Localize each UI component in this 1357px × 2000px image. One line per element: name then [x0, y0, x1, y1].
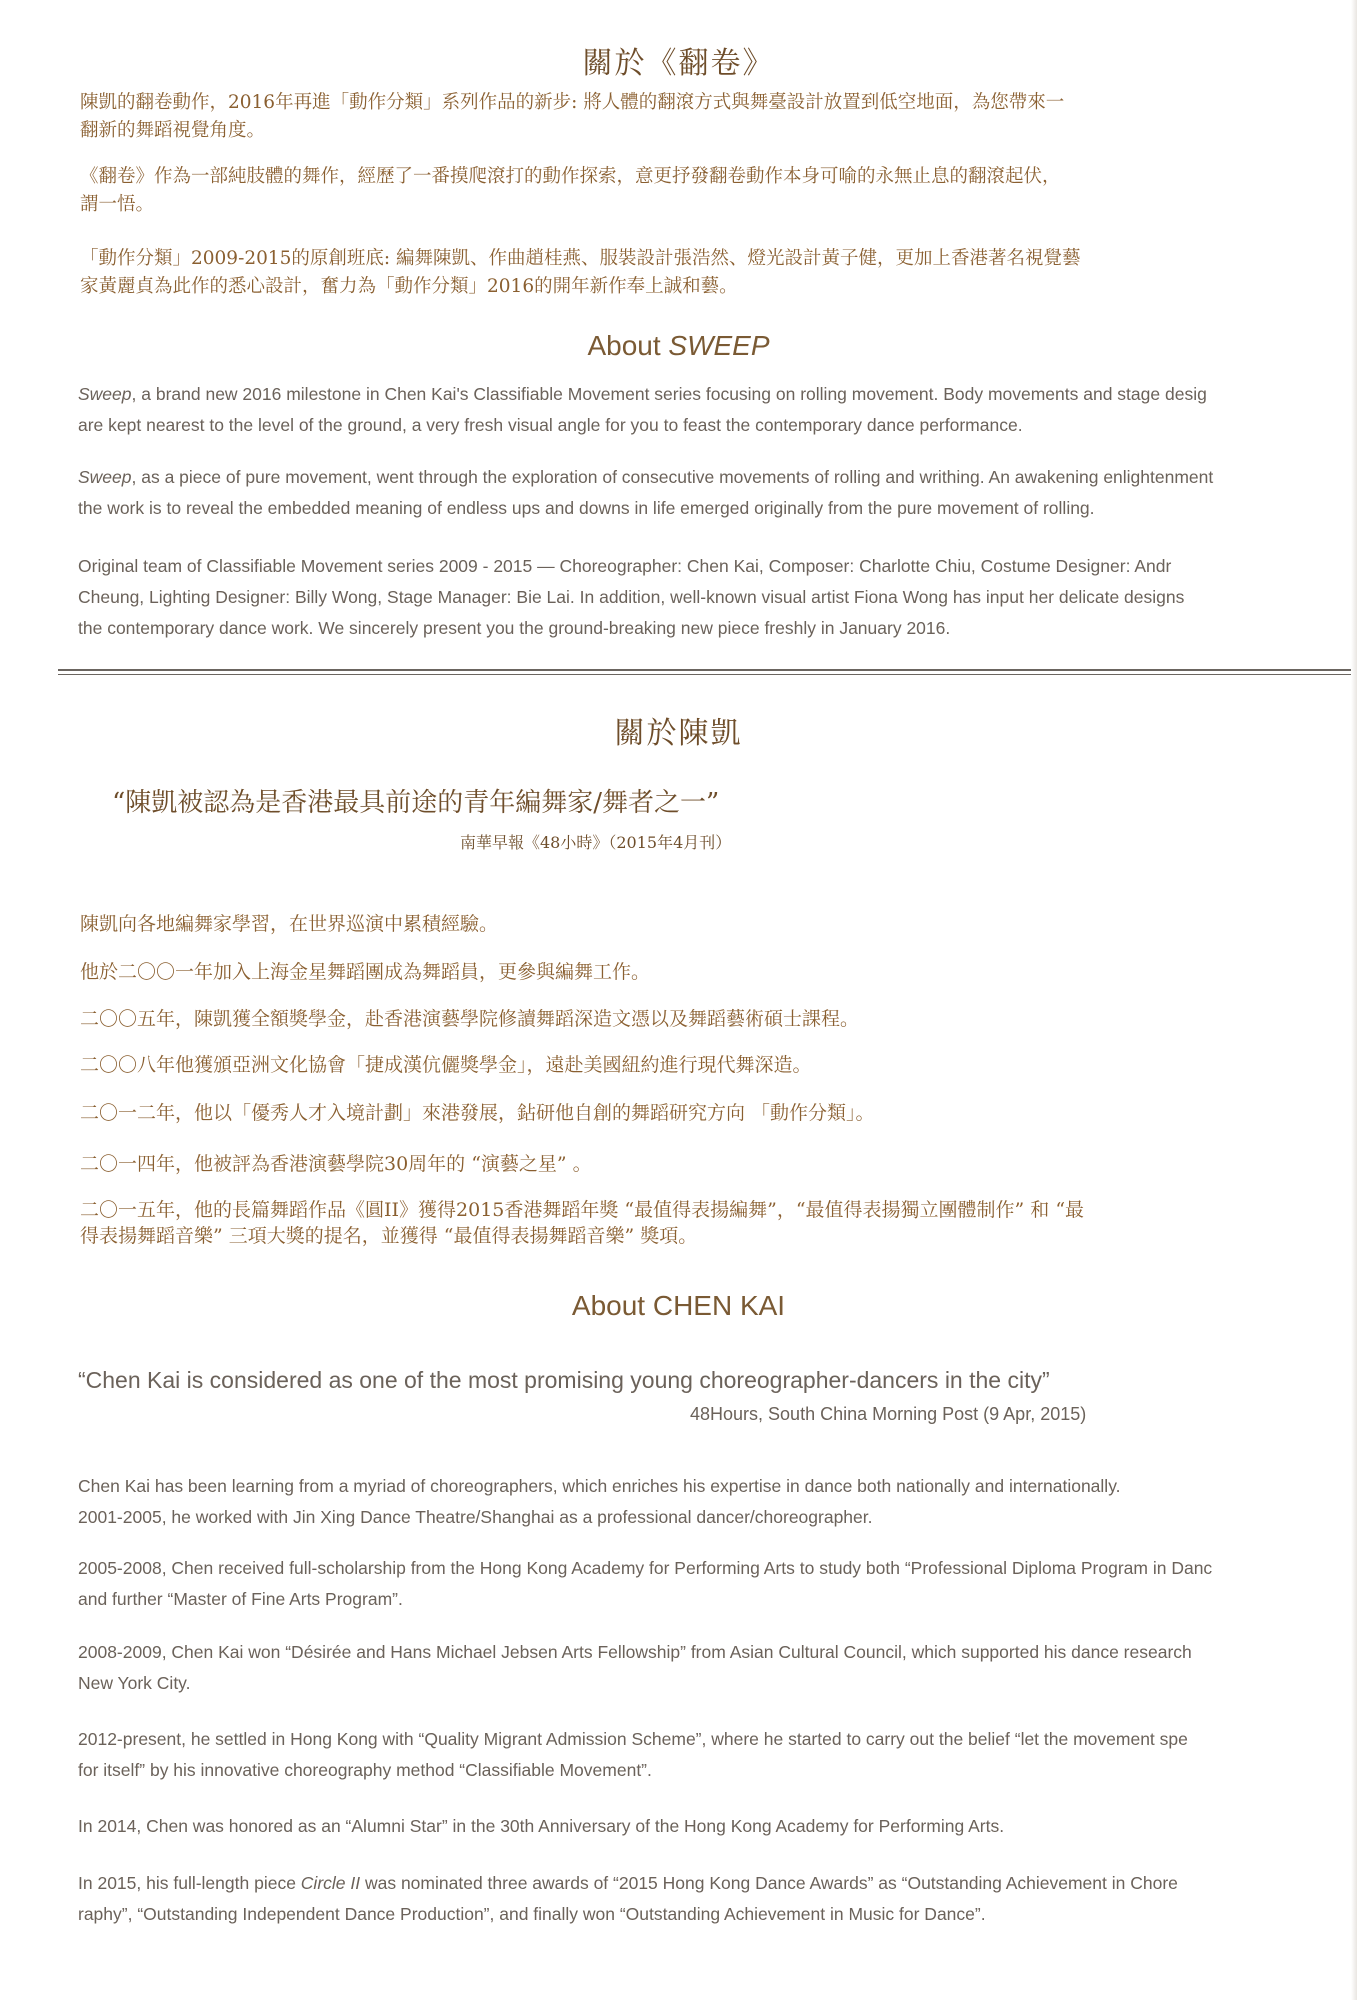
text-line: 家黃麗貞為此作的悉心設計，奮力為「動作分類」2016的開年新作奉上誠和藝。: [80, 276, 738, 297]
chenkai-en-quote: “Chen Kai is considered as one of the most promising young choreographer-dancers in the city”: [78, 1367, 1050, 1393]
title-prefix: About: [587, 330, 669, 361]
chenkai-zh-line: 他於二〇〇一年加入上海金星舞蹈團成為舞蹈員，更參與編舞工作。: [80, 961, 651, 983]
text-line: 謂一悟。: [80, 194, 155, 215]
text-line: 2008-2009, Chen Kai won “Désirée and Hans Michael Jebsen Arts Fellowship” from Asian Cultural Council, which supported his dance research: [78, 1642, 1192, 1662]
sweep-en-title: [0, 330, 1357, 362]
text-line: In 2014, Chen was honored as an “Alumni Star” in the 30th Anniversary of the Hong Kong Academy for Performing Arts.: [78, 1816, 1005, 1836]
text-line: 2005-2008, Chen received full-scholarship from the Hong Kong Academy for Performing Arts to study both “Professional Diploma Program in Danc: [78, 1558, 1213, 1578]
chenkai-en-paragraph-1: [78, 1471, 1357, 1533]
chenkai-en-quote-source: 48Hours, South China Morning Post (9 Apr, 2015): [690, 1404, 1087, 1424]
sweep-en-paragraph-2: [78, 462, 1357, 524]
work-title: Sweep: [78, 467, 132, 487]
section-divider: [58, 669, 1357, 675]
text-line: the contemporary dance work. We sincerely present you the ground-breaking new piece freshly in January 2016.: [78, 618, 951, 638]
chenkai-en-paragraph-2: [78, 1553, 1357, 1615]
chenkai-zh-line: 得表揚舞蹈音樂” 三項大獎的提名，並獲得 “最值得表揚舞蹈音樂” 獎項。: [80, 1225, 698, 1247]
text-line: New York City.: [78, 1673, 191, 1693]
chenkai-zh-line: 二〇〇五年，陳凱獲全額獎學金，赴香港演藝學院修讀舞蹈深造文憑以及舞蹈藝術碩士課程。: [80, 1008, 860, 1030]
work-title: Circle II: [300, 1873, 361, 1893]
chenkai-zh-line: 二〇一五年，他的長篇舞蹈作品《圓II》獲得2015香港舞蹈年獎 “最值得表揚編舞”，“最值得表揚獨立團體制作” 和 “最: [80, 1199, 1085, 1221]
chenkai-zh-quote: “陳凱被認為是香港最具前途的青年編舞家/舞者之一”: [112, 788, 720, 818]
chenkai-en-title: About CHEN KAI: [571, 1290, 786, 1321]
chenkai-en-paragraph-5: [78, 1811, 1357, 1842]
sweep-en-paragraph-1: [78, 379, 1357, 441]
text-line: are kept nearest to the level of the ground, a very fresh visual angle for you to feast the contemporary dance performance.: [78, 415, 1023, 435]
text-line: Sweep, a brand new 2016 milestone in Chen Kai's Classifiable Movement series focusing on rolling movement. Body movements and stage desig: [78, 384, 1207, 404]
chenkai-zh-quote-source: 南華早報《48小時》（2015年4月刊）: [460, 833, 732, 852]
chenkai-zh-line: 二〇〇八年他獲頒亞洲文化協會「捷成漢伉儷獎學金」，遠赴美國紐約進行現代舞深造。: [80, 1054, 812, 1076]
text-line: Sweep, as a piece of pure movement, went through the exploration of consecutive movements of rolling and writhing. An awakening enlightenment: [78, 467, 1214, 487]
text-line: Chen Kai has been learning from a myriad of choreographers, which enriches his expertise in dance both nationally and internationally.: [78, 1476, 1121, 1496]
text-line: 翻新的舞蹈視覺角度。: [80, 120, 266, 141]
sweep-zh-title: 關於《翻卷》: [582, 46, 775, 81]
chenkai-zh-line: 陳凱向各地編舞家學習，在世界巡演中累積經驗。: [80, 913, 499, 935]
sweep-zh-paragraph-3: [80, 245, 1357, 301]
text-line: 2001-2005, he worked with Jin Xing Dance Theatre/Shanghai as a professional dancer/choreographer.: [78, 1507, 873, 1527]
text-line: Original team of Classifiable Movement series 2009 - 2015 — Choreographer: Chen Kai, Composer: Charlotte Chiu, Costume Designer: Andr: [78, 556, 1172, 576]
chenkai-zh-title: 關於陳凱: [614, 716, 743, 751]
scan-edge-shadow: [1351, 0, 1357, 2000]
text-line: 「動作分類」2009-2015的原創班底: 編舞陳凱、作曲趙桂燕、服裝設計張浩然、燈光設計黃子健，更加上香港著名視覺藝: [80, 248, 1081, 269]
text-line: In 2015, his full-length piece Circle II was nominated three awards of “2015 Hong Kong Dance Awards” as “Outstanding Achievement in Chore: [78, 1873, 1178, 1893]
chenkai-zh-line: 二〇一四年，他被評為香港演藝學院30周年的 “演藝之星” 。: [80, 1153, 592, 1175]
text-line: and further “Master of Fine Arts Program”.: [78, 1589, 403, 1609]
sweep-zh-paragraph-1: [80, 89, 1357, 145]
chenkai-zh-line: 二〇一二年，他以「優秀人才入境計劃」來港發展，鉆研他自創的舞蹈研究方向 「動作分類」。: [80, 1102, 875, 1124]
sweep-zh-paragraph-2: [80, 163, 1357, 219]
chenkai-en-paragraph-3: [78, 1637, 1357, 1699]
title-name: SWEEP: [668, 330, 770, 361]
chenkai-en-paragraph-4: [78, 1724, 1357, 1786]
text-line: for itself” by his innovative choreography method “Classifiable Movement”.: [78, 1760, 652, 1780]
text-line: the work is to reveal the embedded meaning of endless ups and downs in life emerged originally from the pure movement of rolling.: [78, 498, 1095, 518]
sweep-en-paragraph-3: [78, 551, 1357, 644]
text-line: 2012-present, he settled in Hong Kong with “Quality Migrant Admission Scheme”, where he started to carry out the belief “let the movement spe: [78, 1729, 1188, 1749]
chenkai-en-paragraph-6: [78, 1868, 1357, 1930]
text-line: Cheung, Lighting Designer: Billy Wong, Stage Manager: Bie Lai. In addition, well-known visual artist Fiona Wong has input her delicate designs: [78, 587, 1185, 607]
work-title: Sweep: [78, 384, 132, 404]
text-line: 《翻卷》作為一部純肢體的舞作，經歷了一番摸爬滾打的動作探索，意更抒發翻卷動作本身可喻的永無止息的翻滾起伏，: [80, 166, 1061, 187]
text-line: raphy”, “Outstanding Independent Dance Production”, and finally won “Outstanding Achievement in Music for Dance”.: [78, 1904, 986, 1924]
text-line: 陳凱的翻卷動作，2016年再進「動作分類」系列作品的新步: 將人體的翻滾方式與舞臺設計放置到低空地面，為您帶來一: [80, 92, 1065, 113]
